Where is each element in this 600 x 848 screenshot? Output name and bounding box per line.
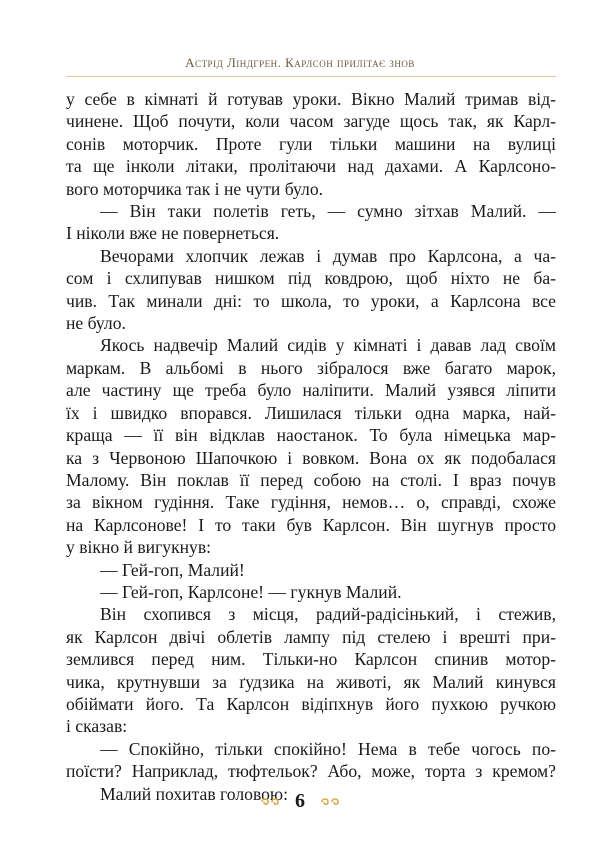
text-line: — Гей-гоп, Карлсоне! — гукнув Малий. bbox=[100, 581, 402, 602]
text-line: не було. bbox=[66, 313, 126, 334]
text-line: землився перед ним. Тільки-но Карлсон спинив мотор- bbox=[66, 649, 556, 670]
text-line: обіймати його. Та Карлсон відіпхнув його пухкою ручкою bbox=[66, 693, 556, 714]
text-line: але частину ще треба було наліпити. Малий узявся ліпити bbox=[66, 380, 556, 401]
text-line: чив. Так минали дні: то школа, то уроки, а Карлсона все bbox=[66, 290, 556, 311]
page-number: 6 bbox=[295, 790, 305, 812]
text-line: сонів моторчик. Проте гули тільки машини на вулиці bbox=[66, 133, 556, 154]
text-line: у вікно й вигукнув: bbox=[66, 537, 212, 558]
text-line: вого моторчика так і не чути було. bbox=[66, 178, 324, 199]
text-line: Він схопився з місця, радий-радісінький, і стежив, bbox=[100, 604, 556, 625]
text-line: — Гей-гоп, Малий! bbox=[100, 559, 245, 580]
swirl-ornament-icon-left bbox=[260, 791, 286, 814]
text-line: та ще інколи літаки, пролітаючи над дахами. А Карлсоно- bbox=[66, 156, 556, 177]
text-line: як Карлсон двічі облетів лампу під стелею і врешті при- bbox=[66, 626, 556, 647]
text-line: на Карлсонове! І то таки був Карлсон. Він шугнув просто bbox=[66, 514, 556, 535]
text-line: і сказав: bbox=[66, 716, 128, 737]
text-line: маркам. В альбомі в нього зібралося вже багато марок, bbox=[66, 357, 556, 378]
running-head: Астрід Ліндгрен. Карлсон прилітає знов bbox=[185, 55, 415, 70]
page-footer bbox=[0, 790, 600, 814]
text-line: Якось надвечір Малий сидів у кімнаті і давав лад своїм bbox=[100, 335, 556, 356]
text-line: поїсти? Наприклад, тюфтельок? Або, може, торта з кремом? bbox=[66, 761, 556, 782]
text-line: — Спокійно, тільки спокійно! Нема в тебе чогось по- bbox=[100, 738, 556, 759]
text-line: краща — її він відклав наостанок. То була німецька мар- bbox=[66, 425, 556, 446]
text-line: чинене. Щоб почути, коли часом загуде щось так, як Карл- bbox=[66, 111, 556, 132]
swirl-ornament-icon-right bbox=[314, 791, 340, 814]
text-line: чика, крутнувши за ґудзика на животі, як Малий кинувся bbox=[66, 671, 556, 692]
header-rule bbox=[66, 76, 556, 77]
text-line: їх і швидко впорався. Лишилася тільки одна марка, най- bbox=[66, 402, 556, 423]
text-line: Малому. Він поклав її перед собою на столі. І враз почув bbox=[66, 469, 556, 490]
text-line: сом і схлипував нишком під ковдрою, щоб ніхто не ба- bbox=[66, 268, 556, 289]
text-line: — Він таки полетів геть, — сумно зітхав Малий. — bbox=[100, 201, 556, 222]
text-line: Малий похитав головою: bbox=[100, 783, 288, 804]
text-line: за вікном гудіння. Таке гудіння, немов… о, справді, схоже bbox=[66, 492, 556, 513]
text-line: ка з Червоною Шапочкою і вовком. Вона ох як подобалася bbox=[66, 447, 556, 468]
text-line: Вечорами хлопчик лежав і думав про Карлсона, а ча- bbox=[100, 245, 556, 266]
text-line: у себе в кімнаті й готував уроки. Вікно Малий тримав від- bbox=[66, 89, 556, 109]
text-line: І ніколи вже не повернеться. bbox=[66, 223, 280, 244]
body-text bbox=[66, 88, 556, 805]
